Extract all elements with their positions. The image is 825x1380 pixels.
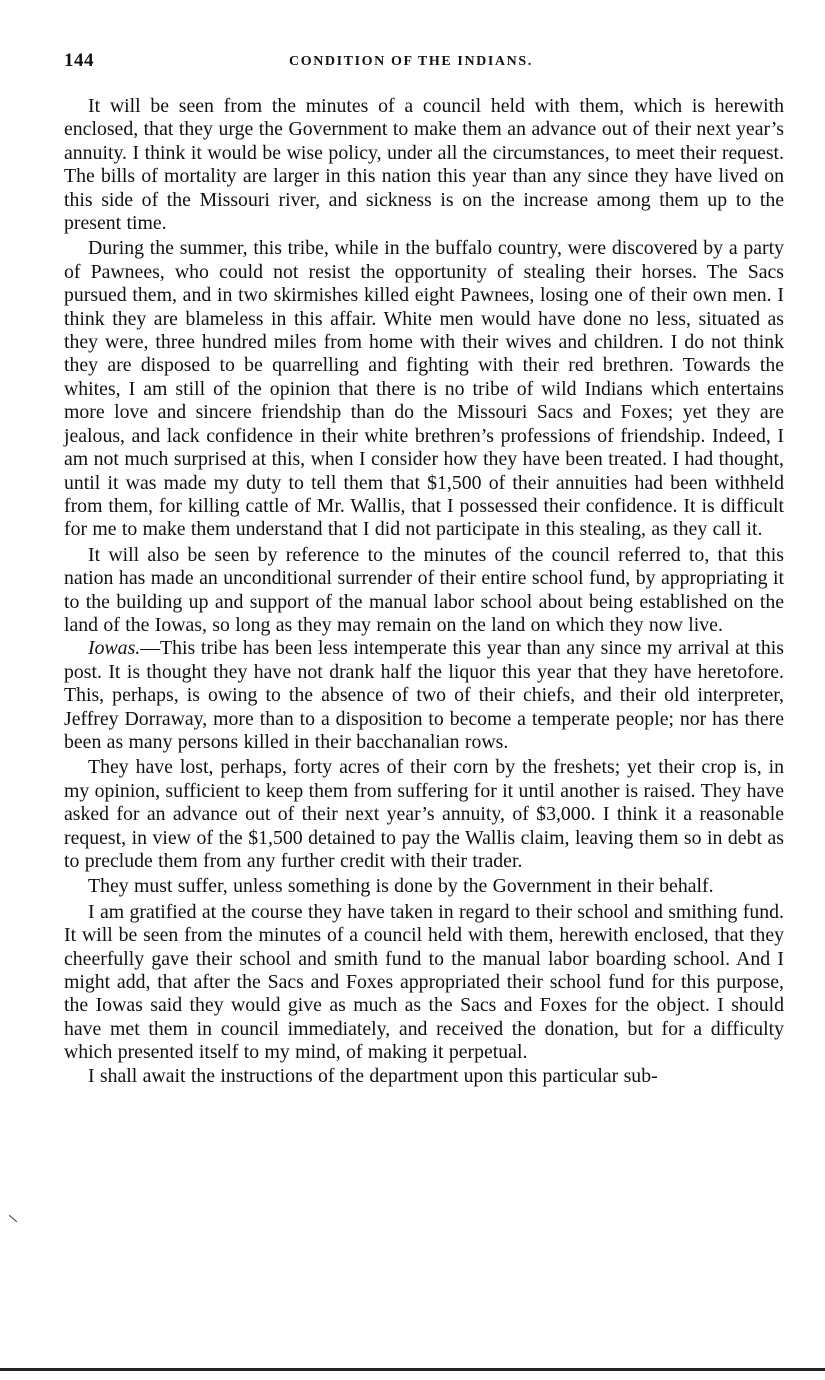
paragraph-text: They have lost, perhaps, forty acres of their corn by the freshets; yet their crop is, in my opinion, sufficient to keep them from suffering for it until another is raised. They have asked for an advance out of their next year’s annuity, of $3,000. I think it a reasonable request, in view of the $1,500 detained to pay the Wallis claim, leaving them so in debt as to preclude them from any further credit with their trader. [64, 756, 784, 872]
paragraph-text: It will be seen from the minutes of a council held with them, which is herewith enclosed, that they urge the Government to make them an advance out of their next year’s annuity. I think it would be wise policy, under all the circumstances, to meet their request. The bills of mortality are larger in this nation this year than any since they have lived on this side of the Missouri river, and sickness is on the increase among them up to the present time. [64, 95, 784, 235]
paragraph-smithing-fund [64, 901, 784, 1065]
margin-mark [9, 1215, 17, 1222]
page-bottom-edge [0, 1368, 825, 1371]
paragraph-text: They must suffer, unless something is done by the Government in their behalf. [88, 875, 714, 898]
running-head: CONDITION OF THE INDIANS. [289, 54, 533, 69]
paragraph-await-instructions [64, 1065, 784, 1088]
paragraph-council-advance [64, 95, 784, 235]
paragraph-pawnees [64, 237, 784, 541]
page-header [64, 50, 784, 80]
paragraph-must-suffer [64, 875, 784, 898]
paragraph-corn-freshets [64, 756, 784, 873]
section-lead-iowas: Iowas. [88, 637, 141, 660]
paragraph-iowas [64, 637, 784, 754]
paragraph-text: I shall await the instructions of the department upon this particular sub- [88, 1064, 658, 1087]
page-number: 144 [64, 50, 94, 71]
paragraph-text: It will also be seen by reference to the minutes of the council referred to, that this nation has made an unconditional surrender of their entire school fund, by appropriating it to the building up and support of the manual labor school about being established on the land of the Iowas, so long as they may remain on the land on which they now live. [64, 543, 784, 636]
paragraph-text: —This tribe has been less intemperate this year than any since my arrival at this post. It is thought they have not drank half the liquor this year that they have heretofore. This, perhaps, is owing to the absence of two of their chiefs, and their old interpreter, Jeffrey Dorraway, more than to a disposition to become a temperate people; nor has there been as many persons killed in their bacchanalian rows. [64, 637, 784, 753]
paragraph-text: I am gratified at the course they have taken in regard to their school and smithing fund. It will be seen from the minutes of a council held with them, herewith enclosed, that they cheerfully gave their school and smith fund to the manual labor boarding school. And I might add, that after the Sacs and Foxes appropriated their school fund for this purpose, the Iowas said they would give as much as the Sacs and Foxes for the object. I should have met them in council immediately, and received the donation, but for a difficulty which presented itself to my mind, of making it perpetual. [64, 900, 784, 1064]
body-text [64, 95, 784, 1088]
paragraph-text: During the summer, this tribe, while in the buffalo country, were discovered by a party of Pawnees, who could not resist the opportunity of stealing their horses. The Sacs pursued them, and in two skirmishes killed eight Pawnees, losing one of their own men. I think they are blameless in this affair. White men would have done no less, situated as they were, three hundred miles from home with their wives and children. I do not think they are disposed to be quarrelling and fighting with their red brethren. Towards the whites, I am still of the opinion that there is no tribe of wild Indians which entertains more love and sincere friendship than do the Missouri Sacs and Foxes; yet they are jealous, and lack confidence in their white brethren’s professions of friendship. Indeed, I am not much surprised at this, when I consider how they have been treated. I had thought, until it was made my duty to tell them that $1,500 of their annuities had been withheld from them, for killing cattle of Mr. Wallis, that I possessed their confidence. It is difficult for me to make them understand that I did not participate in this stealing, as they call it. [64, 237, 784, 541]
paragraph-school-fund [64, 544, 784, 638]
